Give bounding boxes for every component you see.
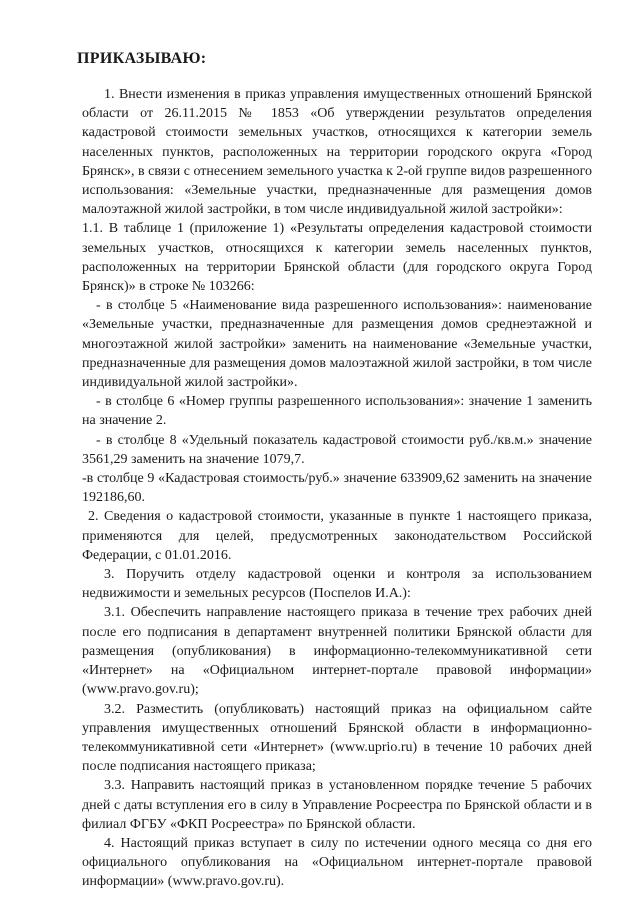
paragraph-3-2: 3.2. Разместить (опубликовать) настоящий приказ на официальном сайте управления имущественных отношений Брянской области в информационно-телекоммуникативной сети «Интернет» (www.uprio.ru) в течение 10 рабочих дней после подписания настоящего приказа; <box>82 701 592 775</box>
paragraph-3: 3. Поручить отделу кадастровой оценки и контроля за использованием недвижимости и земельных ресурсов (Поспелов И.А.): <box>82 567 592 602</box>
document-body <box>82 85 592 892</box>
paragraph-column-9: -в столбце 9 «Кадастровая стоимость/руб.» значение 633909,62 заменить на значение 192186,60. <box>82 471 592 506</box>
paragraph-column-8: - в столбце 8 «Удельный показатель кадастровой стоимости руб./кв.м.» значение 3561,29 заменить на значение 1079,7. <box>82 432 592 467</box>
order-heading: ПРИКАЗЫВАЮ: <box>77 50 207 67</box>
paragraph-1: 1. Внести изменения в приказ управления имущественных отношений Брянской области от 26.11.2015 № 1853 «Об утверждении результатов определения кадастровой стоимости земельных участков, относящихся к категории земель населенных пунктов, расположенных на территории городского округа «Город Брянск», в связи с отнесением земельного участка к 2-ой группе видов разрешенного использования: «Земельные участки, предназначенные для размещения домов малоэтажной жилой застройки, в том числе индивидуальной жилой застройки»: <box>82 87 592 218</box>
paragraph-2: 2. Сведения о кадастровой стоимости, указанные в пункте 1 настоящего приказа, применяются для целей, предусмотренных законодательством Российской Федерации, с 01.01.2016. <box>82 509 592 563</box>
paragraph-column-6: - в столбце 6 «Номер группы разрешенного использования»: значение 1 заменить на значение 2. <box>82 394 592 429</box>
paragraph-3-1: 3.1. Обеспечить направление настоящего приказа в течение трех рабочих дней после его подписания в департамент внутренней политики Брянской области для размещения (опубликования) в информационно-телекоммуникативной сети «Интернет» на «Официальном интернет-портале правовой информации» (www.pravo.gov.ru); <box>82 605 592 698</box>
paragraph-1-1: 1.1. В таблице 1 (приложение 1) «Результаты определения кадастровой стоимости земельных участков, относящихся к категории земель населенных пунктов, расположенных на территории Брянской области (для городского округа Город Брянск)» в строке № 103266: <box>82 221 592 295</box>
paragraph-4: 4. Настоящий приказ вступает в силу по истечении одного месяца со дня его официального опубликования на «Официальном интернет-портале правовой информации» (www.pravo.gov.ru). <box>82 835 592 890</box>
paragraph-3-3: 3.3. Направить настоящий приказ в установленном порядке течение 5 рабочих дней с даты вступления его в силу в Управление Росреестра по Брянской области и в филиал ФГБУ «ФКП Росреестра» по Брянской области. <box>82 778 592 832</box>
paragraph-column-5: - в столбце 5 «Наименование вида разрешенного использования»: наименование «Земельные участки, предназначенные для размещения домов среднеэтажной и многоэтажной жилой застройки» заменить на наименование «Земельные участки, предназначенные для размещения домов малоэтажной жилой застройки, в том числе индивидуальной жилой застройки». <box>82 298 592 391</box>
